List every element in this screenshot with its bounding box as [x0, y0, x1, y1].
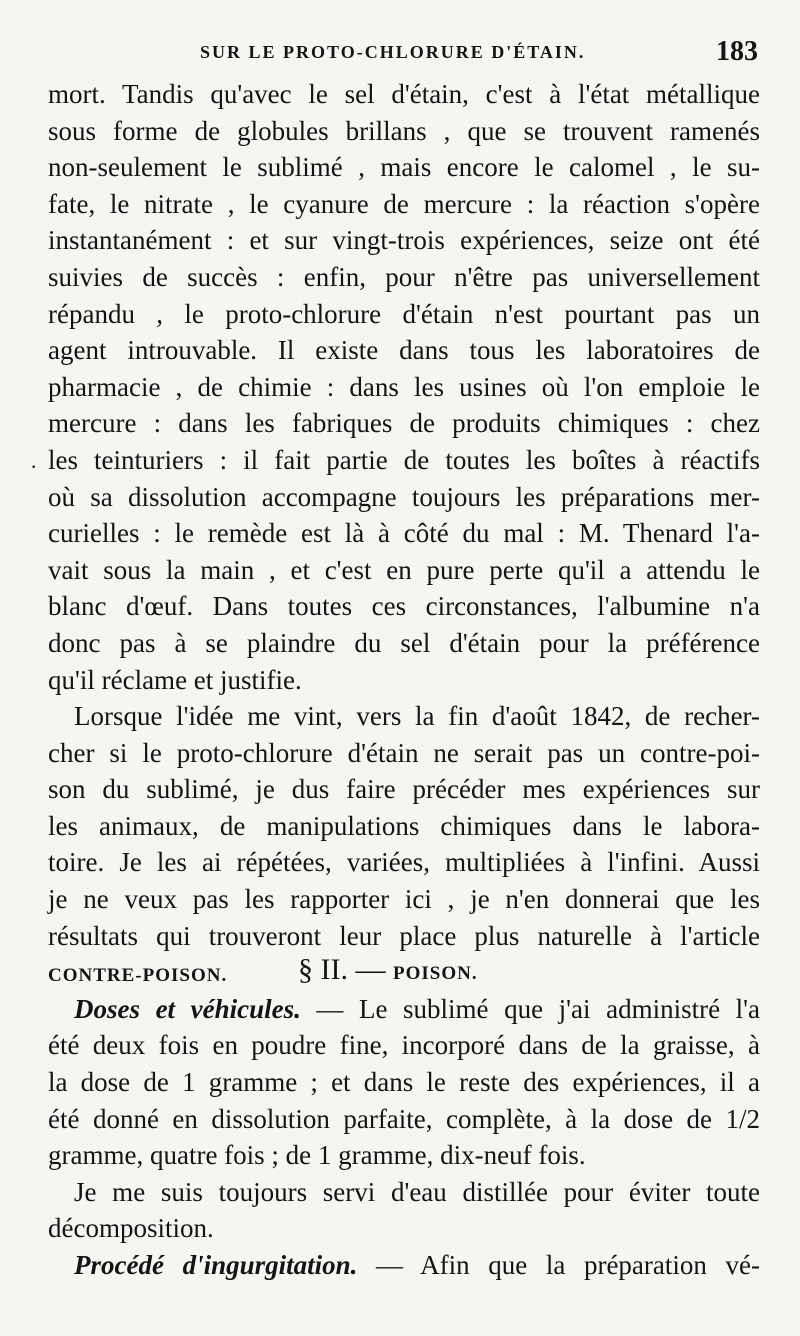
text-line: agent introuvable. Il existe dans tous les laboratoires de: [48, 335, 760, 366]
page-number: 183: [716, 36, 758, 67]
text-line: où sa dissolution accompagne toujours les préparations mer-: [48, 481, 760, 512]
text-line: cher si le proto-chlorure d'étain ne serait pas un contre-poi-: [48, 737, 760, 768]
text-line: été donné en dissolution parfaite, complète, à la dose de 1/2: [48, 1103, 760, 1134]
text-line: [48, 1247, 760, 1284]
continued-word: CONTRE-POISON.: [48, 965, 228, 987]
text-line: décomposition.: [48, 1213, 214, 1244]
text-line: sous forme de globules brillans , que se trouvent ramenés: [48, 115, 760, 146]
text-line: les animaux, de manipulations chimiques dans le labora-: [48, 810, 760, 841]
text-line: été deux fois en poudre fine, incorporé dans de la graisse, à: [48, 1030, 760, 1061]
text-line: je ne veux pas les rapporter ici , je n'en donnerai que les: [48, 884, 760, 915]
text-line: pharmacie , de chimie : dans les usines où l'on emploie le: [48, 371, 760, 402]
run-in-heading: Doses et véhicules.: [74, 993, 301, 1024]
text-line: mercure : dans les fabriques de produits chimiques : chez: [48, 408, 760, 439]
text-line: curielles : le remède est là à côté du mal : M. Thenard l'a-: [48, 518, 760, 549]
text-run: — Afin que la préparation vé-: [357, 1250, 760, 1280]
paragraph-5: [48, 1247, 760, 1284]
paragraph-4: [48, 1174, 760, 1247]
text-line: mort. Tandis qu'avec le sel d'étain, c'est à l'état métallique: [48, 79, 760, 109]
text-line: résultats qui trouveront leur place plus naturelle à l'article: [48, 920, 760, 951]
text-line: non-seulement le sublimé , mais encore le calomel , le su-: [48, 152, 760, 183]
text-line: blanc d'œuf. Dans toutes ces circonstances, l'albumine n'a: [48, 591, 760, 622]
text-line: fate, le nitrate , le cyanure de mercure : la réaction s'opère: [48, 188, 760, 219]
text-line: la dose de 1 gramme ; et dans le reste des expériences, il a: [48, 1067, 760, 1098]
section-title: [298, 952, 478, 993]
text-run: — Le sublimé que j'ai administré l'a: [300, 993, 760, 1024]
section-number: § II. —: [298, 953, 386, 987]
paragraph-3: [48, 991, 760, 1174]
text-line: répandu , le proto-chlorure d'étain n'est pourtant pas un: [48, 298, 760, 329]
paragraph-1: [48, 76, 760, 698]
run-in-heading: Procédé d'ingurgitation.: [74, 1250, 358, 1280]
running-title: SUR LE PROTO-CHLORURE D'ÉTAIN.: [200, 42, 586, 62]
text-line: les teinturiers : il fait partie de toutes les boîtes à réactifs: [48, 444, 760, 475]
section-name: POISON.: [392, 963, 478, 985]
text-line: qu'il réclame et justifie.: [48, 664, 302, 695]
body-text: [48, 76, 760, 1284]
running-head: [48, 34, 758, 74]
text-line: donc pas à se plaindre du sel d'étain pour la préférence: [48, 627, 760, 658]
text-line: son du sublimé, je dus faire précéder mes expériences sur: [48, 774, 760, 805]
text-line: gramme, quatre fois ; de 1 gramme, dix-neuf fois.: [48, 1140, 586, 1171]
text-line: Lorsque l'idée me vint, vers la fin d'août 1842, de recher-: [74, 701, 760, 732]
paragraph-2: [48, 698, 760, 954]
section-heading: [48, 954, 760, 991]
text-line: Je me suis toujours servi d'eau distillée pour éviter toute: [74, 1176, 760, 1207]
text-line: instantanément : et sur vingt-trois expériences, seize ont été: [48, 225, 760, 256]
text-line: suivies de succès : enfin, pour n'être pas universellement: [48, 261, 760, 292]
text-line: [48, 991, 760, 1028]
text-line: vait sous la main , et c'est en pure perte qu'il a attendu le: [48, 554, 760, 585]
margin-mark: ·: [30, 454, 38, 479]
text-line: toire. Je les ai répétées, variées, multipliées à l'infini. Aussi: [48, 847, 760, 878]
